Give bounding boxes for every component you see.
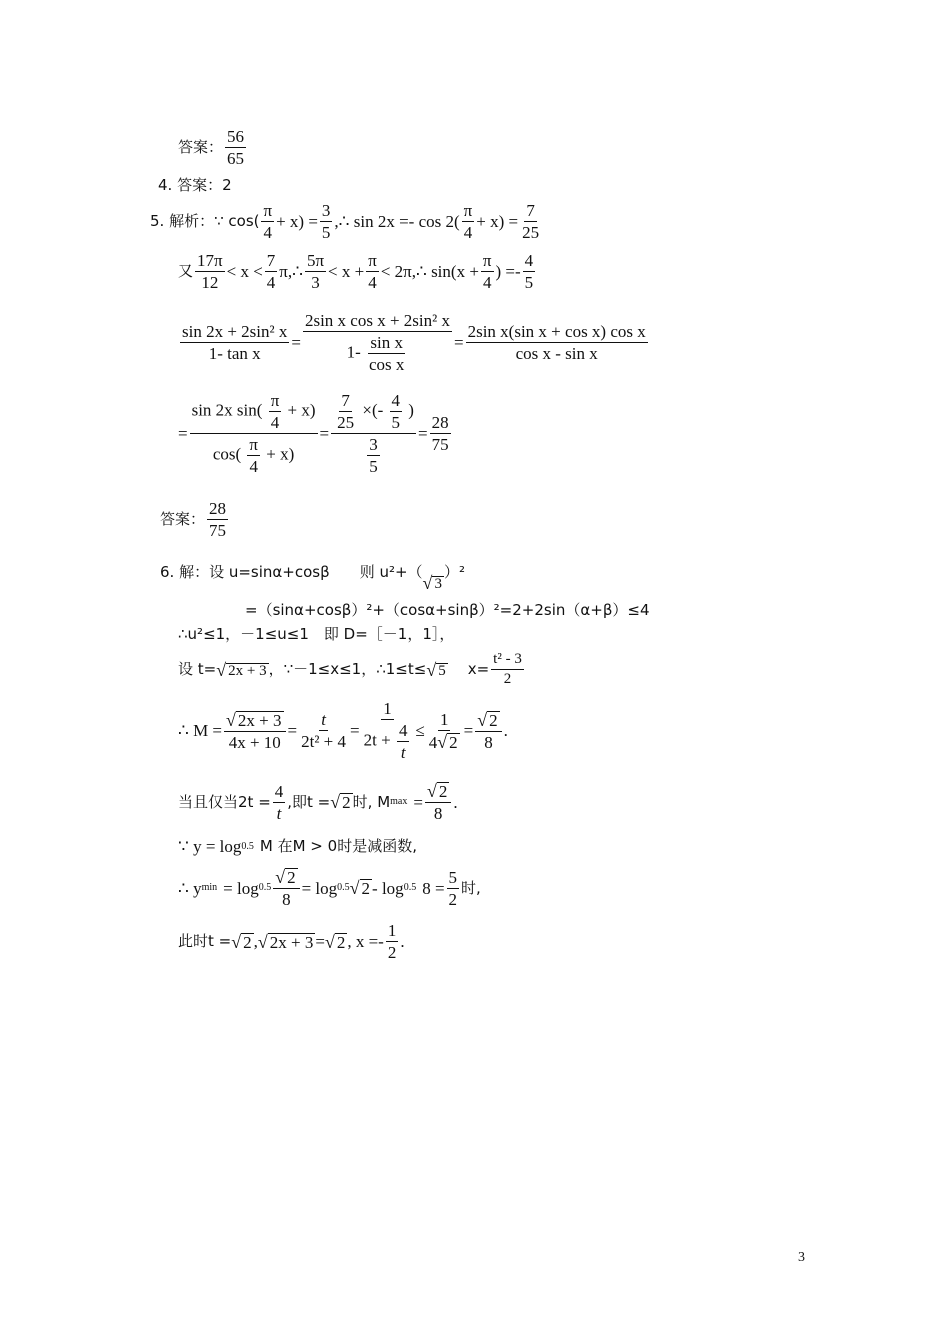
radical-sign: √ (330, 792, 341, 812)
fraction (447, 869, 460, 908)
radical-sign: √ (422, 573, 433, 593)
page-number: 3 (798, 1250, 805, 1265)
denominator: 4 (463, 223, 473, 242)
numerator: π (270, 391, 280, 410)
text: = log (223, 878, 259, 898)
solution-6-line-5 (178, 700, 508, 761)
subscript: 0.5 (241, 840, 254, 852)
denominator: 65 (227, 149, 245, 168)
numerator: 4 (274, 781, 284, 801)
text: M 在M > 0时是减函数, (259, 837, 417, 855)
text: ∴ M = (178, 721, 223, 740)
fraction (180, 323, 289, 362)
text: = (413, 792, 423, 812)
sqrt (226, 711, 283, 729)
fraction (305, 252, 326, 291)
text: , (253, 932, 258, 951)
sqrt (427, 782, 449, 800)
numerator: 28 (431, 413, 449, 432)
fraction (427, 711, 462, 751)
text: 则 u²+（ (359, 562, 423, 581)
denominator (363, 434, 384, 475)
text: ∴ y (178, 878, 202, 898)
denominator: 2 (387, 943, 397, 962)
text: 时, (461, 878, 481, 897)
numerator: 1 (439, 709, 449, 729)
sqrt (216, 661, 268, 679)
denominator: cos x - sin x (515, 344, 598, 363)
denominator (211, 434, 296, 475)
numerator: π (368, 251, 377, 270)
numerator: t² - 3 (491, 652, 524, 670)
solution-6-line-1 (160, 552, 465, 592)
radicand: 2 (243, 932, 252, 952)
text: . (503, 721, 508, 740)
denominator: 2 (503, 671, 512, 687)
denominator: 3 (311, 273, 320, 292)
radical-sign: √ (426, 781, 437, 801)
denominator: 5 (369, 457, 378, 476)
denominator: 5 (391, 413, 401, 432)
fraction (269, 392, 282, 431)
denominator: t (400, 743, 406, 762)
numerator (190, 392, 318, 434)
fraction (224, 711, 285, 751)
radical-sign: √ (216, 659, 227, 680)
text: < x < (226, 262, 263, 281)
fraction (481, 252, 494, 291)
fraction (520, 202, 541, 241)
fraction (491, 652, 524, 687)
fraction (475, 711, 501, 751)
numerator: 5π (306, 251, 325, 270)
radicand: 2 (342, 793, 351, 812)
sqrt (325, 933, 347, 951)
subscript: max (390, 796, 408, 807)
sqrt (231, 933, 253, 951)
fraction (362, 700, 414, 761)
denominator: t (276, 803, 282, 823)
solution-6-line-2: =（sinα+cosβ）²+（cosα+sinβ）²=2+2sin（α+β）≤4 (245, 601, 650, 619)
radical-sign: √ (437, 731, 448, 752)
text: cos( (212, 444, 242, 464)
denominator (362, 720, 414, 761)
subscript: min (201, 882, 218, 893)
fraction (367, 436, 380, 475)
radical-sign: √ (226, 709, 236, 730)
text: = (178, 424, 188, 443)
text: x= (467, 660, 490, 678)
answer-label: 答案： (160, 510, 206, 528)
text: ∵ y = log (178, 837, 242, 856)
radical-sign: √ (324, 931, 335, 952)
radicand: 2x + 3 (269, 932, 314, 952)
denominator: 8 (433, 804, 443, 823)
fraction (273, 868, 299, 908)
denominator: 5 (321, 223, 331, 242)
text: = log (301, 878, 338, 898)
denominator: 4 (482, 273, 492, 292)
numerator: 28 (209, 499, 227, 518)
denominator: 5 (524, 273, 534, 292)
solution-5-line-1 (150, 202, 543, 241)
text: . (400, 932, 405, 951)
sqrt (437, 733, 459, 751)
fraction (190, 392, 318, 475)
numerator (475, 711, 501, 732)
radicand: 2 (287, 868, 296, 887)
text: 8 = (422, 878, 445, 898)
denominator: 75 (431, 435, 449, 454)
solution-6-line-8 (178, 868, 481, 908)
numerator: 4 (391, 391, 401, 410)
denominator: 12 (201, 273, 219, 292)
fraction (466, 323, 648, 362)
fraction (303, 312, 452, 373)
numerator: 1 (387, 921, 397, 940)
text: = (319, 424, 330, 443)
sqrt (477, 711, 499, 729)
fraction (320, 202, 333, 241)
text: ) (408, 400, 414, 420)
text: = (287, 721, 298, 740)
text: = (291, 333, 301, 352)
fraction (367, 334, 406, 373)
numerator: sin x (370, 333, 403, 352)
text: ×(- (362, 400, 384, 420)
radicand: 5 (438, 662, 446, 679)
fraction (195, 252, 225, 291)
denominator: 2t² + 4 (301, 732, 347, 751)
sqrt (426, 661, 447, 679)
sqrt (258, 933, 315, 951)
solution-5-line-2 (178, 252, 537, 291)
text: 1- (346, 342, 361, 362)
denominator (345, 332, 411, 373)
numerator (224, 711, 285, 732)
answer-line-4: 4. 答案：2 (158, 176, 232, 194)
fraction (265, 252, 278, 291)
text: 设 t= (178, 660, 217, 678)
fraction (225, 128, 246, 167)
radicand: 2 (336, 932, 346, 952)
numerator (425, 782, 451, 803)
numerator: 2sin x(sin x + cos x) cos x (467, 322, 646, 341)
sqrt (330, 793, 352, 811)
radicand: 2x + 3 (237, 710, 282, 730)
numerator (273, 868, 299, 889)
fraction (335, 392, 356, 431)
numerator: π (463, 201, 473, 220)
text: + x) = (276, 212, 318, 231)
numerator: π (482, 251, 492, 270)
numerator: π (249, 435, 259, 454)
solution-6-line-9 (178, 922, 405, 961)
text: 此时t = (178, 932, 232, 950)
radicand: 2 (489, 710, 498, 730)
numerator: 4 (398, 721, 408, 740)
fraction (390, 392, 403, 431)
numerator: sin 2x + 2sin² x (182, 322, 288, 341)
solution-6-line-3: ∴u²≤1，－1≤u≤1 即 D=［－1，1］， (178, 625, 455, 643)
numerator: 2sin x cos x + 2sin² x (304, 311, 450, 330)
denominator: 75 (209, 521, 227, 540)
denominator: 4 (249, 457, 258, 476)
text: 又 (178, 262, 194, 280)
text: = (350, 721, 360, 740)
radicand: 2x + 3 (228, 662, 267, 679)
text: 当且仅当2t = (178, 792, 271, 811)
numerator (331, 392, 416, 434)
fraction (397, 722, 410, 761)
text: ) =- (495, 262, 521, 281)
radicand: 2 (361, 879, 371, 898)
radical-sign: √ (477, 709, 488, 730)
denominator: 4x + 10 (228, 732, 281, 752)
denominator (427, 731, 462, 751)
radical-sign: √ (257, 931, 268, 952)
text: - log (372, 878, 404, 898)
radicand: 2 (449, 732, 458, 752)
numerator: π (263, 201, 273, 220)
subscript: 0.5 (403, 882, 417, 893)
subscript: 0.5 (337, 882, 350, 893)
radical-sign: √ (349, 878, 360, 898)
text: 2t + (363, 730, 391, 750)
text: , x =- (347, 932, 384, 951)
denominator: 1- tan x (208, 344, 261, 363)
text: π,∴ (279, 262, 303, 281)
numerator: 7 (526, 201, 535, 220)
denominator: 25 (337, 413, 355, 432)
denominator: 4 (263, 223, 273, 242)
text: ，∵－1≤x≤1，∴1≤t≤ (268, 660, 427, 678)
text: + x) = (476, 212, 519, 231)
solution-6-line-6 (178, 782, 458, 822)
text: ,∴ sin 2x =- cos 2( (334, 212, 460, 231)
fraction (331, 392, 416, 475)
text: . (453, 792, 458, 812)
subscript: 0.5 (258, 882, 272, 893)
solution-6-line-4 (178, 652, 526, 687)
solution-5-line-3 (178, 312, 650, 373)
fraction (462, 202, 475, 241)
fraction (430, 414, 451, 453)
denominator: 25 (522, 223, 540, 242)
fraction (366, 252, 379, 291)
denominator: 4 (266, 273, 276, 292)
numerator: 1 (383, 699, 392, 718)
text: 时, M (352, 792, 391, 811)
text: < x + (328, 262, 365, 281)
text: sin 2x sin( (191, 400, 263, 420)
fraction (523, 252, 536, 291)
answer-line-5 (160, 500, 230, 539)
answer-line-1 (178, 128, 248, 167)
denominator: cos x (368, 355, 405, 374)
sqrt (350, 879, 372, 897)
text: 6. 解：设 u=sinα+cosβ (160, 562, 330, 581)
denominator: 2 (448, 889, 458, 909)
radical-sign: √ (275, 867, 286, 887)
denominator: 8 (282, 890, 291, 909)
fraction (386, 922, 399, 961)
text: + x) (287, 400, 316, 420)
numerator: 56 (227, 127, 245, 146)
numerator: 4 (524, 251, 534, 270)
solution-6-line-7 (178, 838, 417, 855)
solution-5-line-4 (178, 392, 453, 475)
numerator: 5 (448, 867, 458, 887)
denominator: 8 (484, 732, 493, 752)
text: ）² (443, 562, 465, 581)
fraction (425, 782, 451, 822)
radicand: 2 (438, 782, 448, 801)
radicand: 3 (434, 576, 442, 592)
radical-sign: √ (231, 931, 242, 952)
sqrt (423, 574, 444, 592)
text: ≤ (415, 721, 425, 740)
fraction (261, 202, 274, 241)
denominator: 4 (368, 273, 377, 292)
fraction (273, 783, 286, 822)
fraction (299, 711, 348, 750)
text: < 2π,∴ sin(x + (380, 262, 479, 281)
numerator: 7 (341, 391, 350, 410)
radical-sign: √ (426, 659, 437, 680)
text: 5. 解析：∵ cos( (150, 212, 260, 230)
answer-label: 答案： (178, 138, 224, 156)
text: ,即t = (287, 792, 331, 811)
sqrt (275, 868, 297, 886)
numerator: t (321, 710, 326, 729)
text: = (463, 721, 474, 740)
numerator: 7 (266, 251, 276, 270)
text: = (454, 333, 464, 352)
fraction (207, 500, 228, 539)
numerator: 3 (369, 435, 378, 454)
fraction (247, 436, 260, 475)
numerator: 3 (321, 201, 331, 220)
text: 4 (428, 732, 438, 752)
text: = (417, 424, 428, 443)
text: + x) (266, 444, 295, 464)
numerator: 17π (197, 251, 223, 270)
text: = (315, 932, 325, 951)
denominator: 4 (270, 413, 280, 432)
